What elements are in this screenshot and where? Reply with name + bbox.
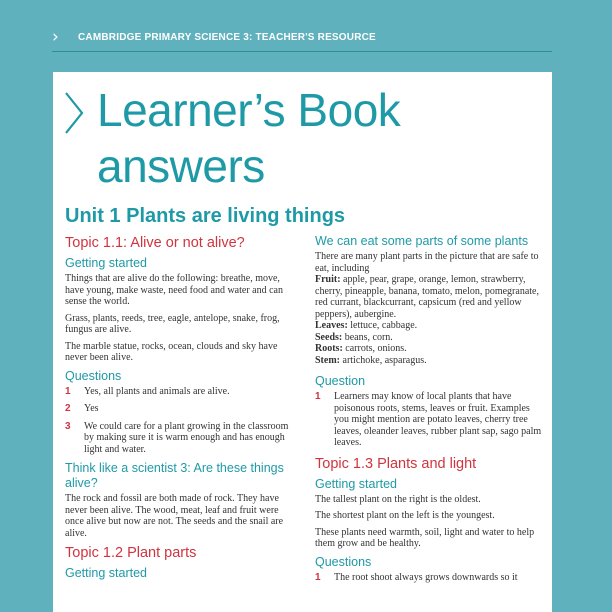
list-item: [65, 403, 295, 415]
question-number: 1: [315, 571, 321, 583]
subheading: Getting started: [65, 256, 147, 270]
paragraph: These plants need warmth, soil, light and water to help them grow and be healthy.: [315, 526, 535, 549]
page-title: [97, 82, 400, 194]
subheading: Question: [315, 374, 366, 388]
paragraph: The rock and fossil are both made of rock. They have never been alive. The wood, meat, leaf and fruit were once alive but now are not. The seeds and the snail are alive.: [65, 493, 284, 539]
plant-parts-list: [315, 274, 545, 366]
answer-text: Yes: [84, 403, 99, 414]
question-number: 3: [65, 420, 71, 432]
subheading: Questions: [315, 554, 372, 569]
answer-text: The root shoot always grows downwards so it: [334, 571, 518, 583]
seeds-text: beans, corn.: [342, 331, 393, 343]
page-title-line2: answers: [97, 140, 265, 192]
list-item: [315, 391, 545, 449]
paragraph: The tallest plant on the right is the oldest.: [315, 493, 481, 505]
question-list: [315, 391, 545, 449]
roots-label: Roots:: [315, 343, 343, 354]
fruit-label: Fruit:: [315, 274, 341, 285]
subheading: Getting started: [315, 476, 397, 491]
stem-label: Stem:: [315, 354, 340, 366]
subheading: Questions: [65, 368, 122, 383]
fruit-text: apple, pear, grape, orange, lemon, strawberry, cherry, pineapple, banana, tomato, melon, pomegranate, red currant, blackcurrant, capsicum (red and yellow peppers), aubergine.: [315, 274, 539, 320]
question-number: 2: [65, 403, 71, 414]
topic-heading: Topic 1.1: Alive or not alive?: [65, 235, 245, 251]
leaves-label: Leaves:: [315, 320, 348, 331]
paragraph: The marble statue, rocks, ocean, clouds and sky have never been alive.: [65, 340, 278, 363]
stem-text: artichoke, asparagus.: [340, 354, 427, 366]
left-column: [65, 234, 295, 583]
seeds-label: Seeds:: [315, 331, 343, 343]
paragraph: There are many plant parts in the picture that are safe to eat, including: [315, 251, 539, 274]
question-number: 1: [315, 391, 321, 402]
page: [53, 72, 552, 612]
topic-heading: Topic 1.3 Plants and light: [315, 455, 477, 472]
paragraph: Grass, plants, reeds, tree, eagle, antelope, snake, frog, fungus are alive.: [65, 312, 280, 335]
chevron-right-icon: [63, 90, 85, 136]
paragraph: The shortest plant on the left is the youngest.: [315, 510, 495, 521]
subheading: Getting started: [65, 566, 147, 580]
question-list: [315, 572, 545, 584]
page-title-line1: Learner’s Book: [97, 84, 401, 136]
topic-heading: Topic 1.2 Plant parts: [65, 545, 197, 561]
answer-text: Yes, all plants and animals are alive.: [84, 385, 230, 397]
subheading: We can eat some parts of some plants: [315, 234, 529, 248]
running-header: [52, 26, 552, 52]
list-item: [65, 386, 295, 398]
list-item: [315, 572, 545, 584]
subheading: Think like a scientist 3: Are these things alive?: [65, 461, 284, 490]
question-number: 1: [65, 385, 71, 397]
chevron-right-icon: ›: [52, 27, 59, 47]
paragraph: Things that are alive do the following: breathe, move, have young, make waste, need food and water and can sense the world.: [65, 273, 283, 307]
answer-text: Learners may know of local plants that have poisonous roots, stems, leaves or fruit. Examples you might mention are potato leaves, cherry tree leaves, oleander leaves, rubber plant sap, sago palm leaves.: [334, 391, 542, 448]
right-column: [315, 234, 545, 589]
roots-text: carrots, onions.: [342, 343, 407, 354]
answer-text: We could care for a plant growing in the classroom by making sure it is warm enough and has enough light and water.: [84, 420, 289, 455]
header-text: CAMBRIDGE PRIMARY SCIENCE 3: TEACHER'S RESOURCE: [78, 32, 376, 43]
leaves-text: lettuce, cabbage.: [347, 320, 418, 331]
unit-heading: Unit 1 Plants are living things: [65, 205, 346, 227]
question-list: [65, 386, 295, 456]
list-item: [65, 421, 295, 456]
